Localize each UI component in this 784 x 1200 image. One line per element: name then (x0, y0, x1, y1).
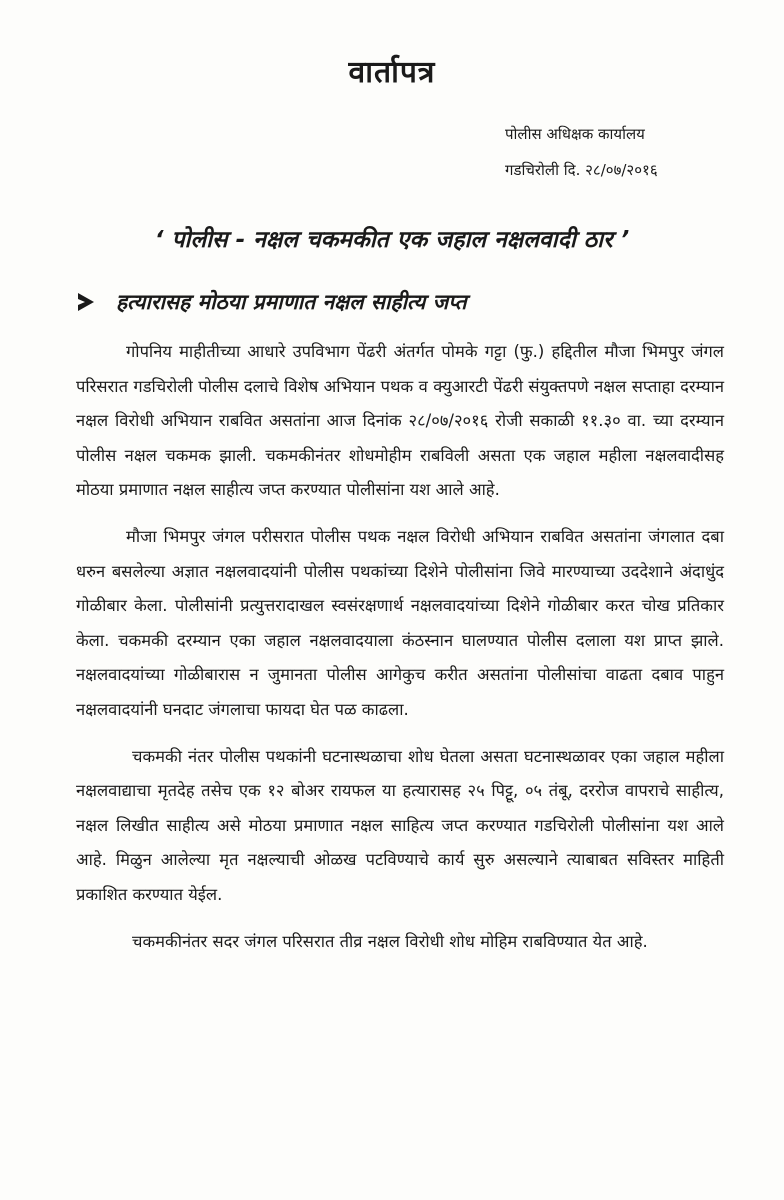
subheadline-text: हत्यारासह मोठया प्रमाणात नक्षल साहीत्य जप्त (116, 290, 467, 314)
paragraph-2: मौजा भिमपुर जंगल परीसरात पोलीस पथक नक्षल विरोधी अभियान राबवित असतांना जंगलात दबा धरुन बसलेल्या अज्ञात नक्षलवादयांनी पोलीस पथकांच्या दिशेने पोलीसांना जिवे मारण्याच्या उददेशाने अंदाधुंद गोळीबार केला. पोलीसांनी प्रत्युत्तरादाखल स्वसंरक्षणार्थ नक्षलवादयांच्या दिशेने गोळीबार करत चोख प्रतिकार केला. चकमकी दरम्यान एका जहाल नक्षलवादयाला कंठस्नान घालण्यात पोलीस दलाला यश प्राप्त झाले. नक्षलवादयांच्या गोळीबारास न जुमानता पोलीस आगेकुच करीत असतांना पोलीसांचा वाढता दबाव पाहुन नक्षलवादयांनी घनदाट जंगलाचा फायदा घेत पळ काढला. (76, 526, 724, 719)
subheadline-row (78, 288, 467, 316)
headline: ‘ पोलीस - नक्षल चकमकीत एक जहाल नक्षलवादी ठार ’ (154, 227, 630, 253)
arrow-bullet-icon (78, 293, 94, 311)
document-title: वार्तापत्र (348, 55, 436, 90)
office-address-block (505, 116, 658, 188)
office-name: पोलीस अधिक्षक कार्यालय (505, 125, 645, 143)
place-date: गडचिरोली दि. २८/०७/२०१६ (505, 161, 658, 179)
body-text (76, 335, 724, 971)
paragraph-1: गोपनिय माहीतीच्या आधारे उपविभाग पेंढरी अंतर्गत पोमके गट्टा (फु.) हद्दितील मौजा भिमपुर जंगल परिसरात गडचिरोली पोलीस दलाचे विशेष अभियान पथक व क्युआरटी पेंढरी संयुक्तपणे नक्षल सप्ताहा दरम्यान नक्षल विरोधी अभियान राबवित असतांना आज दिनांक २८/०७/२०१६ रोजी सकाळी ११.३० वा. च्या दरम्यान पोलीस नक्षल चकमक झाली. चकमकीनंतर शोधमोहीम राबविली असता एक जहाल महीला नक्षलवादीसह मोठया प्रमाणात नक्षल साहीत्य जप्त करण्यात पोलीसांना यश आले आहे. (76, 342, 724, 500)
paragraph-3: चकमकी नंतर पोलीस पथकांनी घटनास्थळाचा शोध घेतला असता घटनास्थळावर एका जहाल महीला नक्षलवाद्याचा मृतदेह तसेच एक १२ बोअर रायफल या हत्यारासह २५ पिट्टू, ०५ तंबू, दररोज वापराचे साहीत्य, नक्षल लिखीत साहीत्य असे मोठया प्रमाणात नक्षल साहित्य जप्त करण्यात गडचिरोली पोलीसांना यश आले आहे. मिळुन आलेल्या मृत नक्षल्याची ओळख पटविण्याचे कार्य सुरु असल्याने त्याबाबत सविस्तर माहिती प्रकाशित करण्यात येईल. (76, 746, 724, 904)
paragraph-4: चकमकीनंतर सदर जंगल परिसरात तीव्र नक्षल विरोधी शोध मोहिम राबविण्यात येत आहे. (132, 931, 648, 951)
